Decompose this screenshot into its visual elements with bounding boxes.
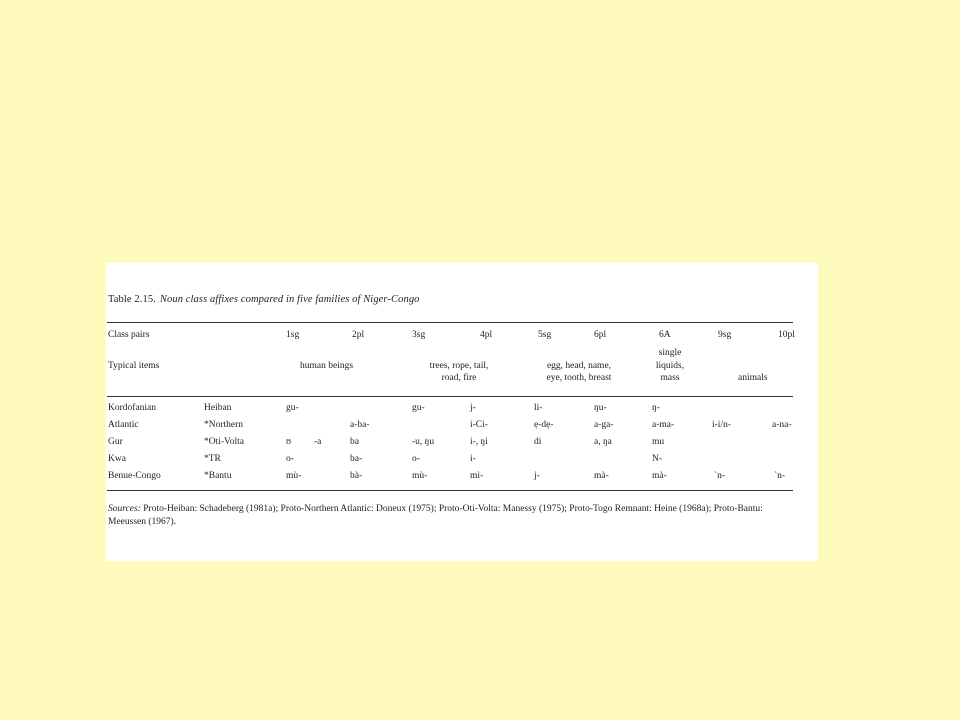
row-family: Kwa: [108, 454, 126, 464]
row-family: Benue-Congo: [108, 471, 161, 481]
table-scan-image: [106, 263, 818, 561]
class-header-6pl: 6pl: [594, 330, 607, 340]
table-number: Table 2.15.: [108, 294, 156, 305]
row-family: Atlantic: [108, 420, 139, 430]
table-sources: [108, 503, 794, 529]
cell-6pl: a-ga-: [594, 420, 614, 430]
cell-1sg: gu-: [286, 403, 299, 413]
cell-5sg: di: [534, 437, 542, 447]
cell-6a: mu: [652, 437, 665, 447]
row-subgroup: Heiban: [204, 403, 232, 413]
class-header-1sg: 1sg: [286, 330, 300, 340]
cell-1sg: ʊ: [286, 437, 292, 447]
cell-10pl: a-na-: [772, 420, 792, 430]
cell-4pl: j-: [470, 403, 476, 413]
cell-4pl: i-Ci-: [470, 420, 488, 430]
cell-1sg-suffix: -a: [314, 437, 322, 447]
class-header-3sg: 3sg: [412, 330, 426, 340]
class-pairs-label: Class pairs: [108, 330, 150, 340]
row-family: Gur: [108, 437, 123, 447]
row-subgroup: *Oti-Volta: [204, 437, 244, 447]
cell-6pl: mà-: [594, 471, 609, 481]
cell-3sg: mù-: [412, 471, 428, 481]
class-header-6a: 6A: [659, 330, 671, 340]
row-subgroup: *Bantu: [204, 471, 232, 481]
cell-5sg: li-: [534, 403, 543, 413]
cell-4pl: mì-: [470, 471, 484, 481]
cell-5sg: j-: [534, 471, 540, 481]
typical-mass: mass: [660, 373, 680, 383]
typical-animals: animals: [738, 373, 768, 383]
cell-1sg: mù-: [286, 471, 302, 481]
cell-2pl: ba-: [350, 454, 363, 464]
cell-1sg: o-: [286, 454, 294, 464]
cell-6a: mà-: [652, 471, 667, 481]
sources-label: Sources:: [108, 504, 141, 514]
cell-6a: ŋ-: [652, 403, 660, 413]
cell-9sg: i-i/n-: [712, 420, 731, 430]
typical-trees-line2: road, fire: [441, 373, 477, 383]
cell-3sg: o-: [412, 454, 420, 464]
cell-2pl: bà-: [350, 471, 363, 481]
class-header-2pl: 2pl: [352, 330, 365, 340]
typical-egg-line2: eye, tooth, breast: [546, 373, 612, 383]
cell-4pl: i-, ŋi: [470, 437, 488, 447]
typical-trees-line1: trees, rope, tail,: [429, 361, 489, 371]
cell-10pl: `n-: [774, 471, 786, 481]
bottom-rule: [107, 490, 793, 491]
middle-rule: [107, 396, 793, 397]
top-rule: [107, 322, 793, 323]
typical-items-label: Typical items: [108, 361, 160, 371]
row-family: Kordofanian: [108, 403, 157, 413]
cell-5sg: ẹ-dẹ-: [534, 420, 554, 430]
cell-6pl: ŋu-: [594, 403, 607, 413]
table-caption: [108, 294, 420, 305]
class-header-9sg: 9sg: [718, 330, 732, 340]
cell-2pl: ba: [350, 437, 359, 447]
cell-9sg: `n-: [714, 471, 726, 481]
sources-text: Proto-Heiban: Schadeberg (1981a); Proto-Northern Atlantic: Doneux (1975); Proto-Oti-Volta: Manessy (1975); Proto-Togo Remnant: Heine (1968a); Proto-Bantu: Meeussen (1967).: [108, 504, 763, 527]
typical-single: single: [658, 348, 682, 358]
typical-liquids: liquids,: [655, 361, 685, 371]
row-subgroup: *Northern: [204, 420, 244, 430]
class-header-4pl: 4pl: [480, 330, 493, 340]
cell-2pl: a-ba-: [350, 420, 370, 430]
cell-3sg: -u, ŋu: [412, 437, 435, 447]
cell-6pl: a, ŋa: [594, 437, 612, 447]
typical-egg-line1: egg, head, name,: [546, 361, 612, 371]
row-subgroup: *TR: [204, 454, 221, 464]
cell-3sg: gu-: [412, 403, 425, 413]
cell-4pl: i-: [470, 454, 476, 464]
cell-6a: a-ma-: [652, 420, 675, 430]
class-header-10pl: 10pl: [778, 330, 795, 340]
class-header-5sg: 5sg: [538, 330, 552, 340]
typical-human-beings: human beings: [300, 361, 354, 371]
table-title: Noun class affixes compared in five families of Niger-Congo: [159, 294, 420, 305]
cell-6a: N-: [652, 454, 663, 464]
